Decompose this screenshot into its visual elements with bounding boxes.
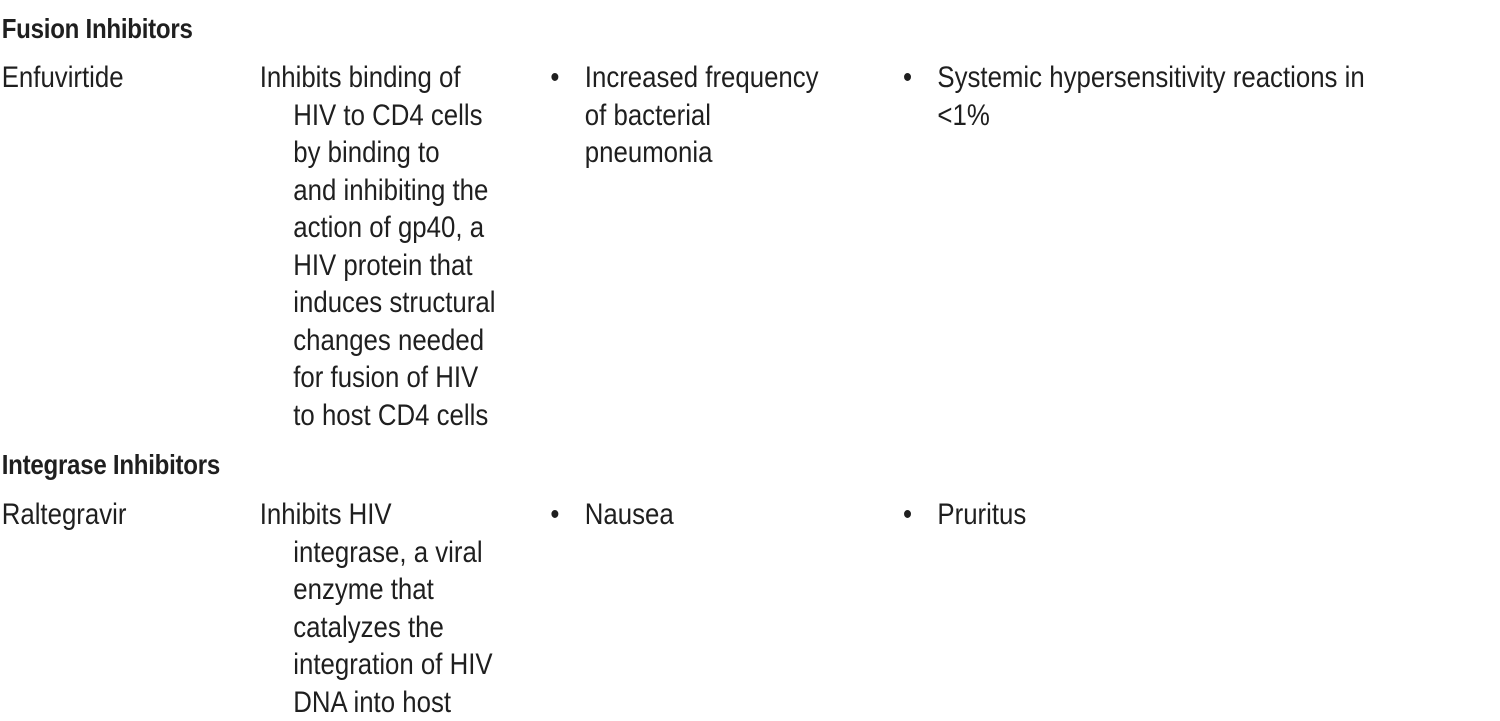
bullet-icon: • — [903, 61, 913, 94]
section-heading-integrase-inhibitors: Integrase Inhibitors — [1, 449, 221, 480]
mechanism-line: and inhibiting the — [293, 173, 489, 207]
bullet-text — [585, 59, 819, 172]
bullet-text — [937, 59, 1364, 134]
bullet-icon: • — [550, 61, 560, 94]
bullet-text — [937, 496, 1026, 534]
mechanism-line: for fusion of HIV — [293, 361, 479, 394]
mechanism-line: HIV to CD4 cells — [293, 98, 483, 132]
effect-line: pneumonia — [584, 136, 713, 169]
mechanism-line: by binding to — [293, 136, 440, 169]
mechanism-line: Inhibits binding of — [259, 61, 461, 94]
bullet-icon: • — [550, 498, 560, 531]
mechanism-line: HIV protein that — [293, 248, 473, 282]
effect-line: Increased frequency — [584, 61, 819, 94]
mechanism-line: integration of HIV — [293, 648, 493, 681]
mechanism-line: integrase, a viral — [293, 535, 483, 569]
mechanism-line: enzyme that — [293, 573, 434, 606]
mechanism-line: induces structural — [293, 286, 496, 319]
effect-line: Nausea — [584, 498, 674, 531]
mechanism-line: to host CD4 cells — [293, 398, 489, 432]
mechanism-line: changes needed — [293, 323, 485, 357]
common-effects-enfuvirtide — [550, 59, 818, 172]
section-heading-fusion-inhibitors: Fusion Inhibitors — [1, 13, 193, 44]
common-effects-raltegravir — [550, 496, 673, 534]
serious-effects-enfuvirtide — [903, 59, 1365, 134]
mechanism-line: DNA into host — [293, 685, 452, 719]
mechanism-enfuvirtide — [260, 59, 496, 434]
mechanism-line: action of gp40, a — [293, 211, 485, 244]
bullet-text — [585, 496, 674, 534]
mechanism-line: Inhibits HIV — [259, 498, 392, 531]
mechanism-raltegravir — [260, 496, 493, 721]
serious-effects-raltegravir — [903, 496, 1026, 534]
drug-name-raltegravir: Raltegravir — [1, 498, 127, 531]
mechanism-line: catalyzes the — [293, 610, 444, 644]
drug-name-enfuvirtide: Enfuvirtide — [1, 61, 124, 94]
effect-line: Pruritus — [937, 498, 1027, 531]
bullet-icon: • — [903, 498, 913, 531]
effect-line: Systemic hypersensitivity reactions in — [937, 61, 1365, 94]
effect-line: of bacterial — [584, 98, 712, 132]
effect-line: <1% — [937, 98, 990, 132]
